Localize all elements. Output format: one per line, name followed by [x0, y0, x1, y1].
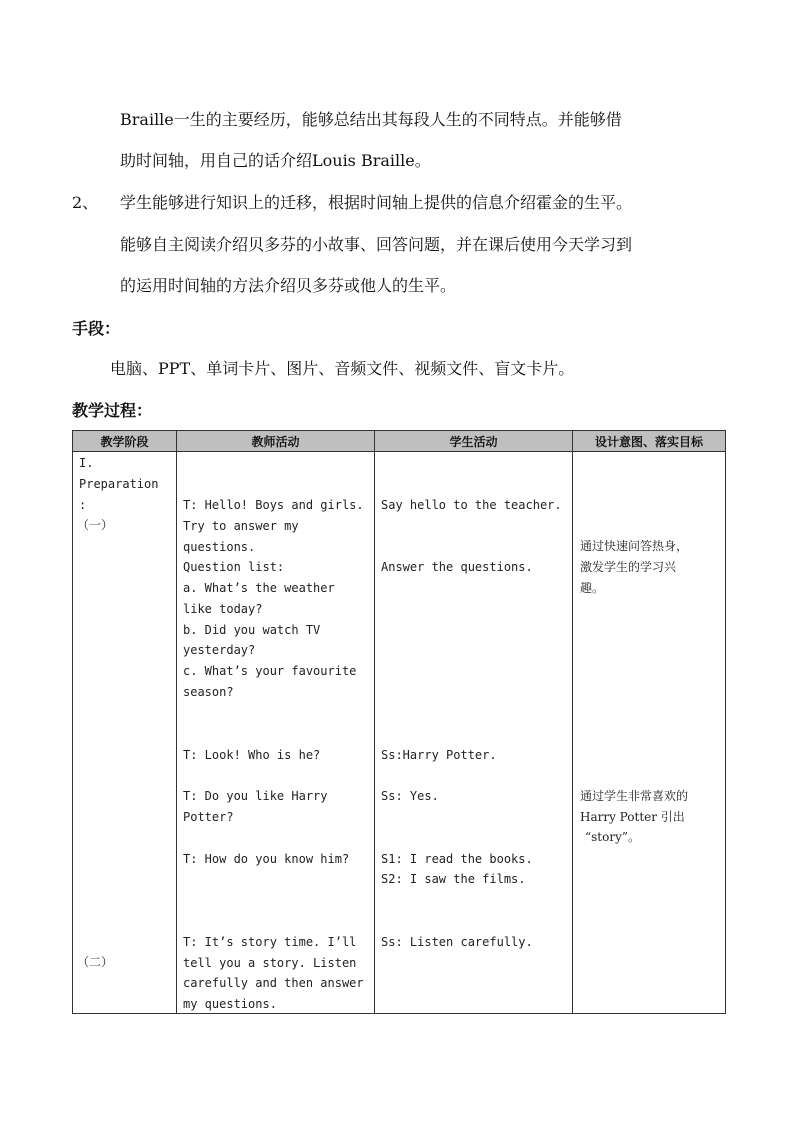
purpose-line: 趣。 — [580, 581, 605, 595]
purpose-line: Harry Potter 引出 — [580, 810, 685, 824]
teacher-line: T: It’s story time. I’ll — [183, 935, 357, 949]
column-header-student: 学生活动 — [375, 431, 573, 452]
column-header-teacher: 教师活动 — [177, 431, 375, 452]
teacher-line: c. What’s your favourite — [183, 664, 357, 678]
teacher-line: Potter? — [183, 810, 234, 824]
purpose-line: 通过学生非常喜欢的 — [580, 789, 689, 803]
means-heading: 手段： — [72, 319, 121, 338]
teaching-process-table — [72, 430, 726, 1014]
teacher-line: T: Hello! Boys and girls. — [183, 498, 364, 512]
means-content: 电脑、PPT、单词卡片、图片、音频文件、视频文件、盲文卡片。 — [110, 359, 575, 378]
intro-line-2: 助时间轴，用自己的话介绍Louis Braille。 — [120, 151, 431, 170]
student-cell — [375, 452, 573, 1014]
teacher-cell — [177, 452, 375, 1014]
table-row — [73, 452, 726, 1014]
teacher-line: my questions. — [183, 997, 277, 1011]
teacher-line: b. Did you watch TV — [183, 623, 321, 637]
teacher-line: T: Look! Who is he? — [183, 748, 321, 762]
stage-colon: : — [79, 498, 87, 512]
column-header-purpose: 设计意图、落实目标 — [573, 431, 726, 452]
item-2-line-1: 学生能够进行知识上的迁移，根据时间轴上提供的信息介绍霍金的生平。 — [120, 193, 633, 212]
stage-part-1: （一） — [77, 518, 114, 532]
table-header-row — [73, 431, 726, 452]
item-2-line-3: 的运用时间轴的方法介绍贝多芬或他人的生平。 — [120, 276, 457, 295]
teacher-line: Try to answer my — [183, 519, 299, 533]
teacher-line: season? — [183, 685, 234, 699]
teacher-line: yesterday? — [183, 643, 256, 657]
student-line: Answer the questions. — [381, 560, 533, 574]
teacher-line: T: How do you know him? — [183, 852, 350, 866]
student-line: S2: I saw the films. — [381, 872, 526, 886]
purpose-line: “story”。 — [585, 830, 640, 844]
stage-part-2: （二） — [77, 955, 114, 969]
intro-line-1: Braille一生的主要经历，能够总结出其每段人生的不同特点。并能够借 — [120, 110, 622, 129]
teacher-line: tell you a story. Listen — [183, 956, 357, 970]
student-line: Ss: Yes. — [381, 789, 439, 803]
item-2-number: 2、 — [72, 193, 99, 212]
stage-name: Preparation — [79, 477, 159, 491]
teacher-line: carefully and then answer — [183, 976, 364, 990]
teacher-line: a. What’s the weather — [183, 581, 335, 595]
teacher-line: T: Do you like Harry — [183, 789, 328, 803]
student-line: Ss:Harry Potter. — [381, 748, 497, 762]
purpose-line: 激发学生的学习兴 — [580, 560, 677, 574]
stage-cell — [73, 452, 177, 1014]
stage-roman: I. — [79, 456, 94, 470]
student-line: Ss: Listen carefully. — [381, 935, 533, 949]
teacher-line: questions. — [183, 540, 256, 554]
student-line: Say hello to the teacher. — [381, 498, 562, 512]
column-header-stage: 教学阶段 — [73, 431, 177, 452]
teacher-line: like today? — [183, 602, 263, 616]
purpose-line: 通过快速问答热身， — [580, 539, 689, 553]
item-2-line-2: 能够自主阅读介绍贝多芬的小故事、回答问题，并在课后使用今天学习到 — [120, 235, 633, 254]
student-line: S1: I read the books. — [381, 852, 533, 866]
process-heading: 教学过程： — [72, 401, 153, 420]
teacher-line: Question list: — [183, 560, 285, 574]
purpose-cell — [573, 452, 726, 1014]
